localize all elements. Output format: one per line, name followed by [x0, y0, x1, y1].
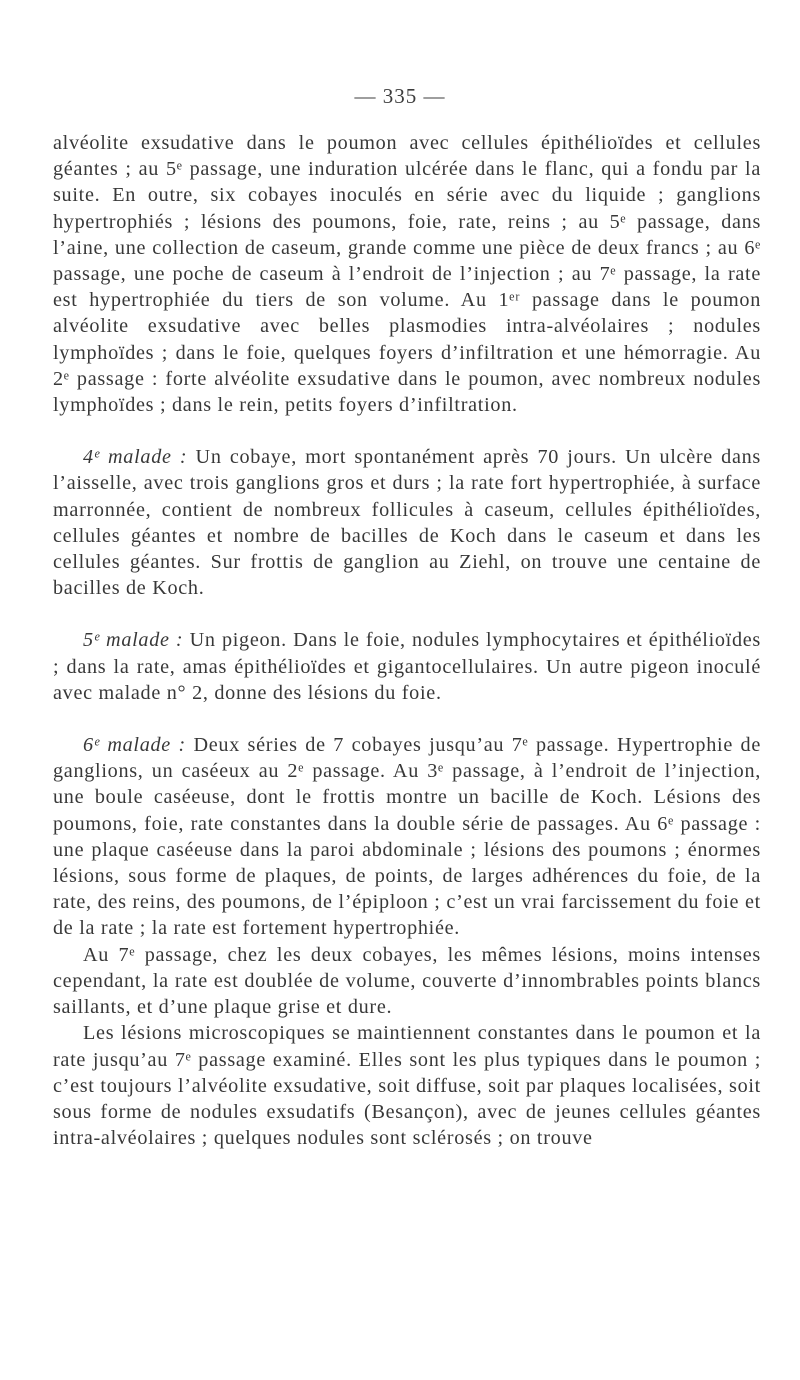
- patient-6-text: Deux séries de 7 cobayes jusqu’au 7ᵉ passage. Hypertrophie de ganglions, un caséeux au 2ᵉ passage. Au 3ᵉ passage, à l’endroit de l’injection, une boule caséeuse, dont le frottis montre un bacille de Koch. Lésions des poumons, foie, rate constantes dans la double série de passages. Au 6ᵉ passage : une plaque caséeuse dans la paroi abdominale ; lésions des poumons ; énormes lésions, sous forme de plaques, de points, de larges adhérences du foie, de la rate, des reins, des poumons, de l’épiploon ; c’est un vrai farcissement du foie et de la rate ; la rate est fortement hypertrophiée.: [53, 734, 761, 940]
- patient-5-heading: 5ᵉ malade :: [83, 629, 184, 652]
- paragraph-patient-4: [53, 444, 761, 601]
- paragraph-microscopic-lesions: Les lésions microscopiques se maintiennent constantes dans le poumon et la rate jusqu’au 7ᵉ passage examiné. Elles sont les plus typiques dans le poumon ; c’est toujours l’alvéolite exsudative, soit diffuse, soit par plaques localisées, soit sous forme de nodules exsudatifs (Besançon), avec de jeunes cellules géantes intra-alvéolaires ; quelques nodules sont sclérosés ; on trouve: [53, 1022, 761, 1150]
- patient-4-heading: 4ᵉ malade :: [83, 446, 188, 469]
- body-text: [53, 130, 761, 1151]
- paragraph-patient-6: [53, 732, 761, 942]
- patient-5-text: Un pigeon. Dans le foie, nodules lymphocytaires et épithélioïdes ; dans la rate, amas épithélioïdes et gigantocellulaires. Un autre pigeon inoculé avec malade n° 2, donne des lésions du foie.: [53, 629, 761, 704]
- paragraph-seventh-passage: Au 7ᵉ passage, chez les deux cobayes, les mêmes lésions, moins intenses cependant, la rate est doublée de volume, couverte d’innombrables points blancs saillants, et d’une plaque grise et dure.: [53, 943, 761, 1019]
- page-number-header: — 335 —: [354, 84, 446, 108]
- patient-6-heading: 6ᵉ malade :: [83, 734, 186, 757]
- patient-4-text: Un cobaye, mort spontanément après 70 jours. Un ulcère dans l’aisselle, avec trois ganglions gros et durs ; la rate fort hypertrophiée, à surface marronnée, contient de nombreux follicules à caseum, cellules épithélioïdes, cellules géantes et nombre de bacilles de Koch dans le caseum et dans les cellules géantes. Sur frottis de ganglion au Ziehl, on trouve une centaine de bacilles de Koch.: [53, 446, 761, 600]
- paragraph-continuation: alvéolite exsudative dans le poumon avec cellules épithélioïdes et cellules géantes ; au 5ᵉ passage, une induration ulcérée dans le flanc, qui a fondu par la suite. En outre, six cobayes inoculés en série avec du liquide ; ganglions hypertrophiés ; lésions des poumons, foie, rate, reins ; au 5ᵉ passage, dans l’aine, une collection de caseum, grande comme une pièce de deux francs ; au 6ᵉ passage, une poche de caseum à l’endroit de l’injection ; au 7ᵉ passage, la rate est hypertrophiée du tiers de son volume. Au 1ᵉʳ passage dans le poumon alvéolite exsudative avec belles plasmodies intra-alvéolaires ; nodules lymphoïdes ; dans le foie, quelques foyers d’infiltration et une hémorragie. Au 2ᵉ passage : forte alvéolite exsudative dans le poumon, avec nombreux nodules lymphoïdes ; dans le rein, petits foyers d’infiltration.: [53, 132, 761, 417]
- paragraph-patient-5: [53, 627, 761, 706]
